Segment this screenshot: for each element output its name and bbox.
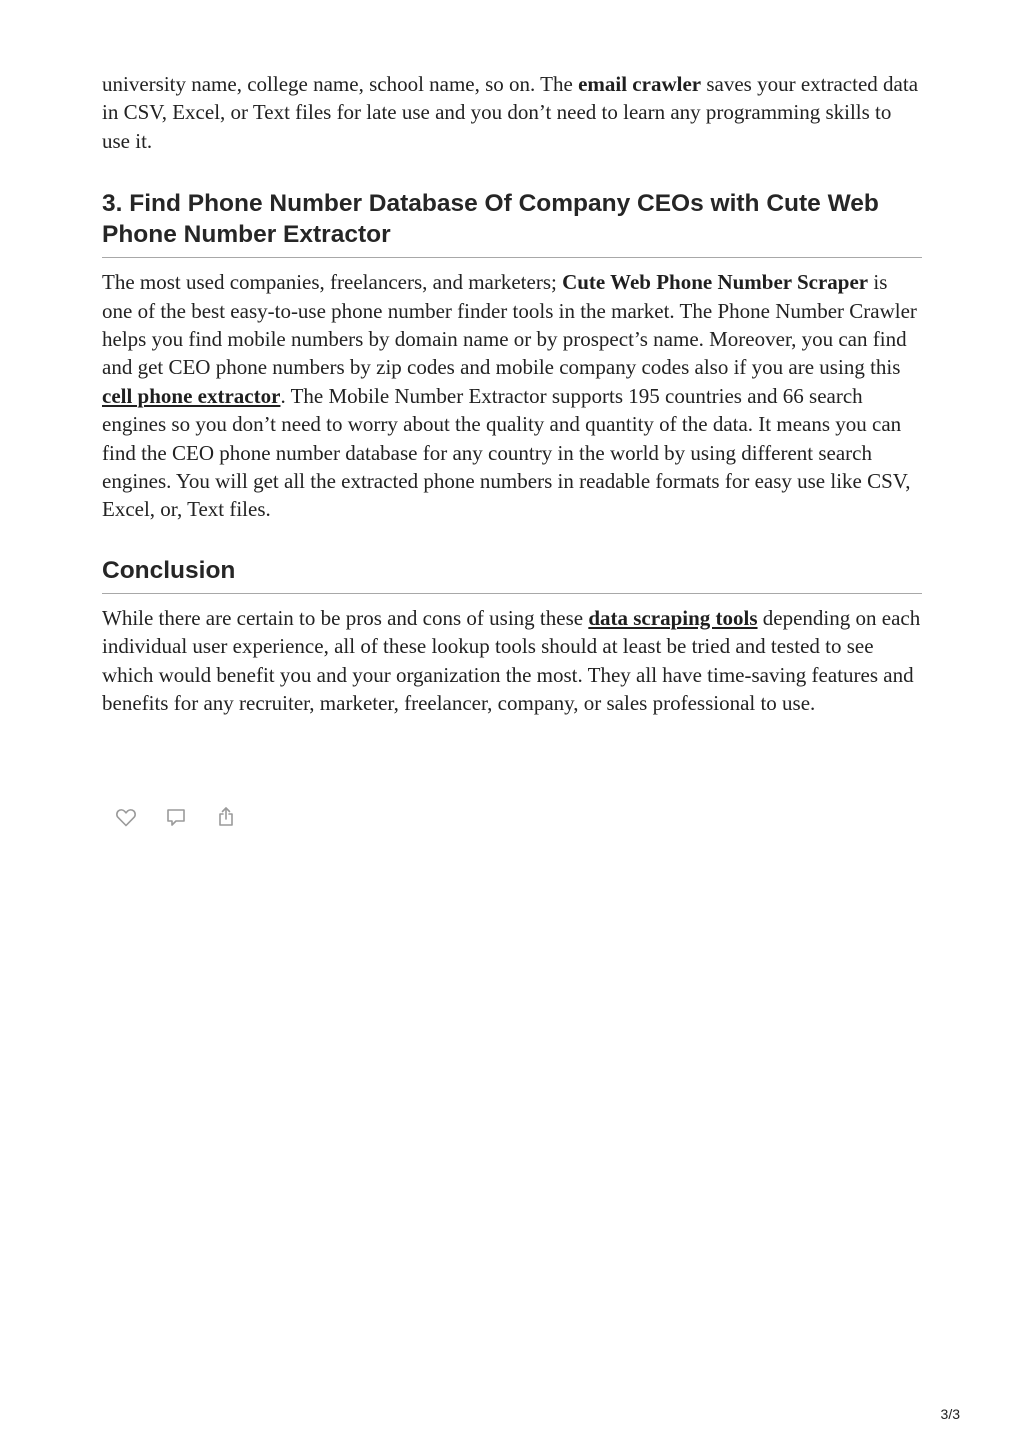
section3-heading: 3. Find Phone Number Database Of Company CEOs with Cute Web Phone Number Extractor	[102, 190, 879, 249]
cute-web-phone-scraper-keyword: Cute Web Phone Number Scraper	[562, 270, 869, 295]
article-body	[102, 70, 922, 718]
conclusion-heading: Conclusion	[102, 556, 236, 584]
section3-text-1: The most used companies, freelancers, and marketers;	[102, 270, 563, 295]
conclusion-divider	[102, 593, 922, 594]
conclusion-text-1: While there are certain to be pros and cons of using these	[102, 605, 589, 630]
section3-paragraph	[102, 268, 922, 524]
section3-text-3: . The Mobile Number Extractor supports 195 countries and 66 search engines so you don’t need to worry about the quality and quantity of the data. It means you can find the CEO phone number database for any country in the world by using different search engines. You will get all the extracted phone numbers in readable formats for easy use like CSV, Excel, or, Text files.	[102, 383, 911, 522]
email-crawler-keyword: email crawler	[578, 72, 702, 96]
page-number: 3/3	[940, 1406, 960, 1422]
cell-phone-extractor-link[interactable]: cell phone extractor	[102, 383, 281, 408]
intro-text-2: saves your extracted data in CSV, Excel, or Text files for late use and you don’t need to learn any programming skills to use it.	[102, 72, 919, 153]
conclusion-text-2: depending on each individual user experience, all of these lookup tools should at least be tried and tested to see which would benefit you and your organization the most. They all have time-saving features and benefits for any recruiter, marketer, freelancer, company, or sales professional to use.	[102, 605, 921, 716]
comment-icon[interactable]	[164, 805, 188, 829]
intro-paragraph	[102, 70, 922, 155]
heart-icon[interactable]	[114, 805, 138, 829]
post-actions	[114, 805, 238, 829]
share-icon[interactable]	[214, 805, 238, 829]
data-scraping-tools-link[interactable]: data scraping tools	[588, 605, 758, 630]
section3-text-2: is one of the best easy-to-use phone number finder tools in the market. The Phone Number Crawler helps you find mobile numbers by domain name or by prospect’s name. Moreover, you can find and get CEO phone numbers by zip codes and mobile company codes also if you are using this	[102, 270, 917, 380]
intro-text-1: university name, college name, school name, so on. The	[102, 72, 579, 96]
section3-divider	[102, 257, 922, 258]
conclusion-paragraph	[102, 604, 922, 718]
